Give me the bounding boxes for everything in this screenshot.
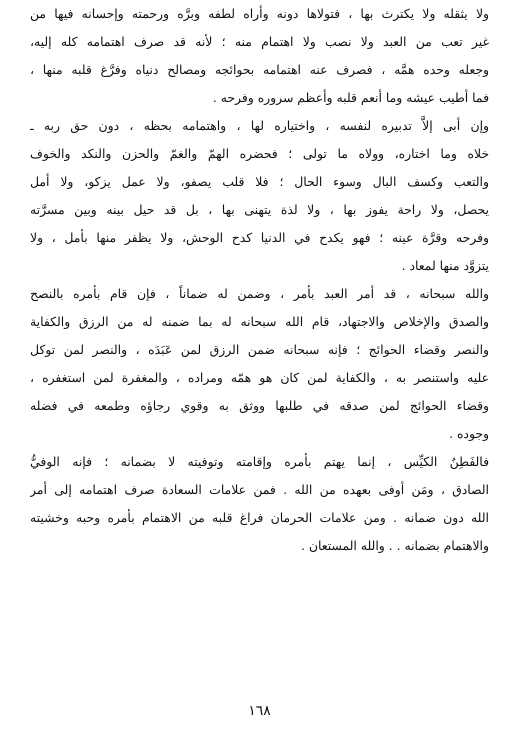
text-line: يتزوَّد منها لمعاد . (401, 258, 489, 273)
body-text (30, 0, 489, 560)
text-line: خلاه وما اختاره، وولاه ما تولى ؛ فحضره الهمّ والغمّ والحزن والنكد والخوف (30, 146, 489, 161)
text-line: والتعب وكسف البال وسوء الحال ؛ فلا قلب يصفو، ولا عمل يزكو، ولا أمل (30, 174, 489, 189)
paragraph (30, 448, 489, 560)
text-line: الله دون ضمانه . ومن علامات الحرمان فراغ قلبه من الاهتمام بأمره وحبه وخشيته (30, 510, 489, 525)
paragraph (30, 112, 489, 280)
paragraph (30, 280, 489, 448)
paragraph (30, 0, 489, 112)
text-line: وجعله وحده همَّه ، فصرف عنه اهتمامه بحوائجه ومصالح دنياه وفرَّغ قلبه منها ، (30, 62, 489, 77)
text-line: والاهتمام بضمانه . . والله المستعان . (300, 538, 489, 553)
text-line: وجوده . (449, 426, 489, 441)
text-line: ولا يثقله ولا يكترث بها ، فتولاها دونه وأراه لطفه وبرَّه ورحمته وإحسانه فيها من (30, 6, 489, 21)
text-line: وفرحه وقرَّة عينه ؛ فهو يكدح في الدنيا كدح الوحش، ولا يظفر منها بأمل ، ولا (30, 230, 489, 245)
text-line: غير تعب من العبد ولا نصب ولا اهتمام منه ؛ لأنه قد صرف اهتمامه كله إليه، (30, 34, 489, 49)
text-line: والله سبحانه ، قد أمر العبد بأمر ، وضمن له ضماناً ، فإن قام بأمره بالنصح (30, 286, 489, 301)
text-line: عليه واستنصر به ، والكفاية لمن كان هو همّه ومراده ، والمغفرة لمن استغفره ، (30, 370, 489, 385)
text-line: فالفَطِنُ الكيِّس ، إنما يهتم بأمره وإقامته وتوفيته لا بضمانه ؛ فإنه الوفيُّ (30, 454, 489, 469)
text-line: والصدق والإخلاص والاجتهاد، قام الله سبحانه له بما ضمنه له من الرزق والكفاية (30, 314, 489, 329)
text-line: يحصل، ولا راحة يفوز بها ، ولا لذة يتهنى بها ، بل قد حيل بينه وبين مسرَّته (30, 202, 489, 217)
page-number: ١٦٨ (248, 703, 271, 719)
text-line: الصادق ، ومَن أوفى بعهده من الله . فمن علامات السعادة صرف اهتمامه إلى أمر (30, 482, 489, 497)
text-line: وإن أبى إلاَّ تدبيره لنفسه ، واختياره لها ، واهتمامه بحظه ، دون حق ربه ـ (30, 118, 489, 133)
text-line: والنصر وقضاء الحوائج ؛ فإنه سبحانه ضمن الرزق لمن عَبَدَه ، والنصر لمن توكل (30, 342, 489, 357)
text-line: فما أطيب عيشه وما أنعم قلبه وأعظم سروره وفرحه . (212, 90, 489, 105)
text-line: وقضاء الحوائج لمن صدقه في طلبها ووثق به وقوي رجاؤه وطمعه في فضله (30, 398, 489, 413)
